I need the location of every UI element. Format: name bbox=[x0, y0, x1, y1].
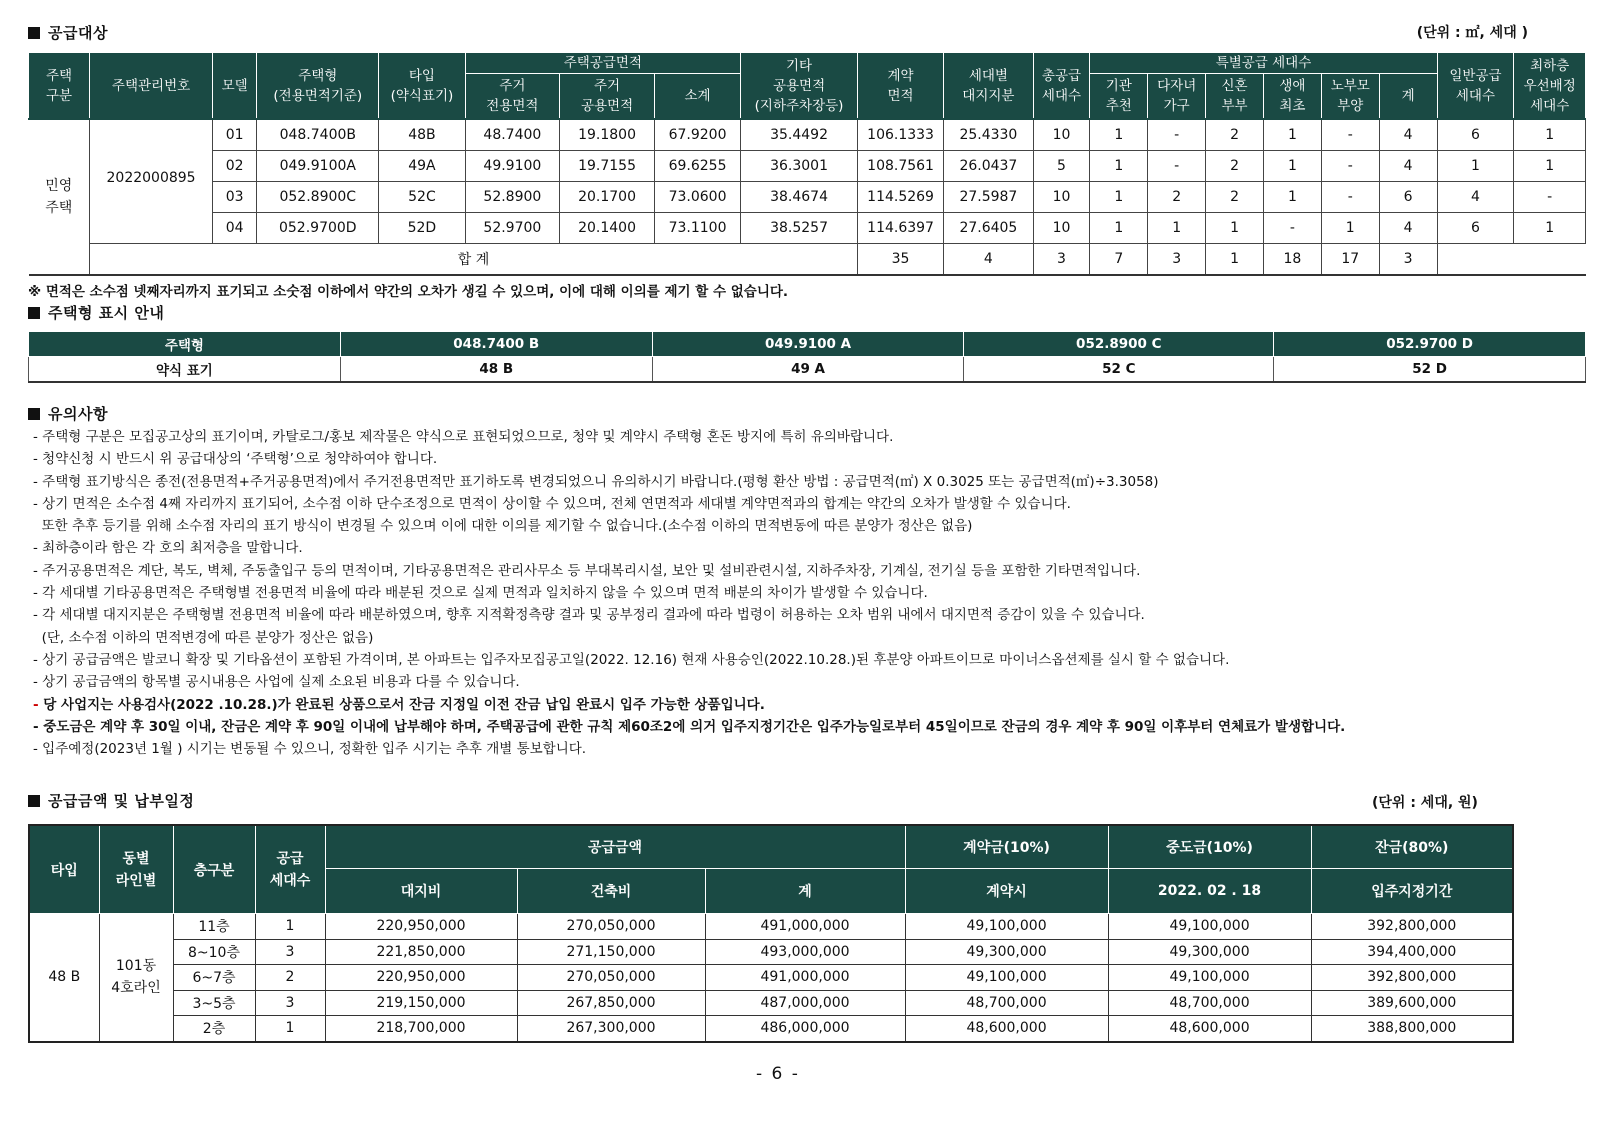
header-lowest-floor: 최하층 우선배정 세대수 bbox=[1514, 53, 1586, 120]
table-cell: 10 bbox=[1033, 182, 1090, 213]
header-price-sum: 계 bbox=[705, 869, 905, 914]
housing-category-cell: 민영 주택 bbox=[29, 119, 90, 275]
table-cell: 73.0600 bbox=[654, 182, 740, 213]
table-row bbox=[29, 213, 1586, 244]
mgmt-no-cell: 2022000895 bbox=[90, 119, 213, 244]
table-cell: 49,100,000 bbox=[905, 965, 1108, 991]
table-cell: - bbox=[1321, 151, 1379, 182]
table-cell: 36.3001 bbox=[741, 151, 858, 182]
table-cell: 1 bbox=[1263, 119, 1321, 151]
note-item: - 주택형 표기방식은 종전(전용면적+주거공용면적)에서 주거전용면적만 표기하도록 변경되었으니 유의하시기 바랍니다.(평형 환산 방법 : 공급면적(㎡) X 0.3025 또는 공급면적(㎡)÷3.3058) bbox=[33, 473, 1159, 490]
table-cell: 052.9700D bbox=[257, 213, 379, 244]
table-cell: 3 bbox=[255, 990, 325, 1016]
table-cell: 49,100,000 bbox=[1108, 914, 1311, 940]
note-item: - 상기 공급금액의 항목별 공시내용은 사업에 실제 소요된 비용과 다를 수 있습니다. bbox=[33, 674, 520, 691]
table-cell: 392,800,000 bbox=[1311, 914, 1513, 940]
section-title-text: 공급대상 bbox=[48, 24, 108, 42]
table-cell: 1 bbox=[255, 914, 325, 940]
section-title-text: 주택형 표시 안내 bbox=[48, 304, 165, 322]
table-cell: 11층 bbox=[173, 914, 255, 940]
table-cell: 1 bbox=[255, 1016, 325, 1042]
table-cell: 267,300,000 bbox=[517, 1016, 705, 1042]
note-item: - 주택형 구분은 모집공고상의 표기이며, 카탈로그/홍보 제작물은 약식으로 표현되었으므로, 청약 및 계약시 주택형 혼돈 방지에 특히 유의바랍니다. bbox=[33, 429, 894, 445]
guide-row-type bbox=[29, 332, 1586, 357]
type-cell: 48 B bbox=[29, 914, 99, 1042]
table-cell: 394,400,000 bbox=[1311, 939, 1513, 965]
table-cell: 2 bbox=[1206, 151, 1264, 182]
table-cell: 02 bbox=[213, 151, 257, 182]
unit-label: (단위 : ㎡, 세대 ) bbox=[1416, 25, 1528, 41]
note-item: - 당 사업지는 사용검사(2022 .10.28.)가 완료된 상품으로서 잔금 지정일 이전 잔금 납입 완료시 입주 가능한 상품입니다. bbox=[33, 696, 765, 713]
guide-cell: 052.8900 C bbox=[964, 332, 1274, 357]
table-row bbox=[29, 151, 1586, 182]
table-cell: 1 bbox=[1090, 213, 1148, 244]
section-price-schedule-title bbox=[28, 790, 194, 811]
table-cell: 1 bbox=[1263, 182, 1321, 213]
table-cell: - bbox=[1514, 182, 1586, 213]
note-item: - 입주예정(2023년 1월 ) 시기는 변동될 수 있으니, 정확한 입주 시기는 추후 개별 통보합니다. bbox=[33, 741, 587, 758]
header-institution: 기관 추천 bbox=[1090, 74, 1148, 120]
guide-label: 주택형 bbox=[29, 332, 341, 357]
table-cell: 49.9100 bbox=[465, 151, 560, 182]
header-type: 타입 (약식표기) bbox=[379, 53, 465, 120]
table-cell: 3 bbox=[255, 939, 325, 965]
total-cell: 7 bbox=[1090, 244, 1148, 276]
table-cell: 4 bbox=[1437, 182, 1514, 213]
header-total-supply: 총공급 세대수 bbox=[1033, 53, 1090, 120]
table-cell: 1 bbox=[1148, 213, 1206, 244]
table-cell: 69.6255 bbox=[654, 151, 740, 182]
table-cell: 221,850,000 bbox=[325, 939, 517, 965]
table-cell: 03 bbox=[213, 182, 257, 213]
section-title-text: 공급금액 및 납부일정 bbox=[48, 792, 195, 810]
area-footnote: ※ 면적은 소수점 넷째자리까지 표기되고 소숫점 이하에서 약간의 오차가 생길 수 있으며, 이에 대해 이의를 제기 할 수 없습니다. bbox=[28, 284, 789, 300]
section-supply-target-title bbox=[28, 22, 108, 43]
table-cell: 106.1333 bbox=[857, 119, 943, 151]
table-cell: 48,700,000 bbox=[905, 990, 1108, 1016]
square-bullet-icon bbox=[28, 795, 40, 807]
total-cell: 3 bbox=[1379, 244, 1437, 276]
table-cell: 486,000,000 bbox=[705, 1016, 905, 1042]
table-cell: 48,600,000 bbox=[905, 1016, 1108, 1042]
table-cell: 491,000,000 bbox=[705, 914, 905, 940]
table-cell: 114.5269 bbox=[857, 182, 943, 213]
table-cell: 220,950,000 bbox=[325, 914, 517, 940]
total-cell: 4 bbox=[944, 244, 1033, 276]
table-cell: 19.1800 bbox=[560, 119, 655, 151]
header-newlywed: 신혼 부부 bbox=[1206, 74, 1264, 120]
table-cell: 04 bbox=[213, 213, 257, 244]
table-cell: - bbox=[1321, 182, 1379, 213]
table-cell: 67.9200 bbox=[654, 119, 740, 151]
table-cell: 491,000,000 bbox=[705, 965, 905, 991]
table-cell: 6 bbox=[1437, 119, 1514, 151]
table-cell: 25.4330 bbox=[944, 119, 1033, 151]
table-cell: 49,300,000 bbox=[1108, 939, 1311, 965]
table-cell: 49,100,000 bbox=[1108, 965, 1311, 991]
table-cell: 48B bbox=[379, 119, 465, 151]
table-cell: 1 bbox=[1263, 151, 1321, 182]
table-cell: 1 bbox=[1090, 151, 1148, 182]
guide-label: 약식 표기 bbox=[29, 357, 341, 383]
table-cell: 5 bbox=[1033, 151, 1090, 182]
table-cell: - bbox=[1148, 151, 1206, 182]
header-elderly-parent: 노부모 부양 bbox=[1321, 74, 1379, 120]
table-cell: 01 bbox=[213, 119, 257, 151]
dong-line-cell: 101동 4호라인 bbox=[99, 914, 173, 1042]
header-housing-category: 주택 구분 bbox=[29, 53, 90, 120]
table-cell: 389,600,000 bbox=[1311, 990, 1513, 1016]
header-general-supply: 일반공급 세대수 bbox=[1437, 53, 1514, 120]
table-cell: 1 bbox=[1090, 182, 1148, 213]
total-cell: 3 bbox=[1033, 244, 1090, 276]
table-cell: 48,600,000 bbox=[1108, 1016, 1311, 1042]
table-cell: 3~5층 bbox=[173, 990, 255, 1016]
table-cell: 2 bbox=[1206, 119, 1264, 151]
header-exclusive-area: 주거 전용면적 bbox=[465, 74, 560, 120]
table-cell: - bbox=[1263, 213, 1321, 244]
table-cell: 27.5987 bbox=[944, 182, 1033, 213]
table-cell: 219,150,000 bbox=[325, 990, 517, 1016]
table-cell: 19.7155 bbox=[560, 151, 655, 182]
table-cell: 487,000,000 bbox=[705, 990, 905, 1016]
total-label: 합 계 bbox=[90, 244, 858, 276]
table-cell: 73.1100 bbox=[654, 213, 740, 244]
header-supply-price: 공급금액 bbox=[325, 825, 905, 869]
table-cell: 4 bbox=[1379, 213, 1437, 244]
square-bullet-icon bbox=[28, 27, 40, 39]
table-cell: 052.8900C bbox=[257, 182, 379, 213]
notes-list bbox=[33, 426, 1345, 760]
header-balance: 잔금(80%) bbox=[1311, 825, 1513, 869]
table-cell: 8~10층 bbox=[173, 939, 255, 965]
table-row bbox=[29, 182, 1586, 213]
table-cell: 267,850,000 bbox=[517, 990, 705, 1016]
table-cell: 49,300,000 bbox=[905, 939, 1108, 965]
table-cell: 392,800,000 bbox=[1311, 965, 1513, 991]
header-middle-date: 2022. 02 . 18 bbox=[1108, 869, 1311, 914]
red-dash-marker: - bbox=[33, 696, 39, 713]
table-cell: 48.7400 bbox=[465, 119, 560, 151]
table-cell: 048.7400B bbox=[257, 119, 379, 151]
header-dong-line: 동별 라인별 bbox=[99, 825, 173, 914]
guide-cell: 048.7400 B bbox=[340, 332, 652, 357]
total-cell: 17 bbox=[1321, 244, 1379, 276]
header-land-share: 세대별 대지지분 bbox=[944, 53, 1033, 120]
note-item: - 최하층이라 함은 각 호의 최저층을 말합니다. bbox=[33, 540, 303, 557]
housing-type-guide-table bbox=[28, 331, 1586, 383]
header-floor: 층구분 bbox=[173, 825, 255, 914]
table-cell: 1 bbox=[1090, 119, 1148, 151]
header-supply-area: 주택공급면적 bbox=[465, 53, 741, 74]
table-cell: 52D bbox=[379, 213, 465, 244]
header-housing-type: 주택형 (전용면적기준) bbox=[257, 53, 379, 120]
table-cell: 270,050,000 bbox=[517, 914, 705, 940]
table-cell: 1 bbox=[1206, 213, 1264, 244]
table-cell: 218,700,000 bbox=[325, 1016, 517, 1042]
total-cell: 3 bbox=[1148, 244, 1206, 276]
table-cell: 114.6397 bbox=[857, 213, 943, 244]
note-item: - 상기 면적은 소수점 4째 자리까지 표기되어, 소수점 이하 단수조정으로 면적이 상이할 수 있으며, 전체 연면적과 세대별 계약면적과의 합계는 약간의 오차가 발생할 수 있습니다. bbox=[33, 495, 1071, 512]
table-cell: 10 bbox=[1033, 119, 1090, 151]
unit-label: (단위 : 세대, 원) bbox=[1372, 795, 1478, 811]
table-cell: 20.1700 bbox=[560, 182, 655, 213]
table-cell: 35.4492 bbox=[741, 119, 858, 151]
table-cell: 1 bbox=[1321, 213, 1379, 244]
table-cell: 108.7561 bbox=[857, 151, 943, 182]
table-cell: 2 bbox=[1206, 182, 1264, 213]
note-item: - 중도금은 계약 후 30일 이내, 잔금은 계약 후 90일 이내에 납부해야 하며, 주택공급에 관한 규칙 제60조2에 의거 입주지정기간은 입주가능일로부터 45일이므로 잔금의 경우 계약 후 90일 이후부터 연체료가 발생합니다. bbox=[33, 718, 1346, 735]
header-balance-period: 입주지정기간 bbox=[1311, 869, 1513, 914]
header-building-cost: 건축비 bbox=[517, 869, 705, 914]
table-cell: 20.1400 bbox=[560, 213, 655, 244]
table-row bbox=[29, 119, 1586, 151]
section-title-text: 유의사항 bbox=[48, 405, 108, 423]
table-cell: 220,950,000 bbox=[325, 965, 517, 991]
header-common-area: 주거 공용면적 bbox=[560, 74, 655, 120]
page-number: - 6 - bbox=[756, 1064, 800, 1084]
table-cell: 38.5257 bbox=[741, 213, 858, 244]
header-first-time: 생애 최초 bbox=[1263, 74, 1321, 120]
guide-cell: 49 A bbox=[652, 357, 964, 383]
square-bullet-icon bbox=[28, 408, 40, 420]
guide-cell: 052.9700 D bbox=[1274, 332, 1586, 357]
table-cell: 388,800,000 bbox=[1311, 1016, 1513, 1042]
table-cell: 1 bbox=[1514, 119, 1586, 151]
section-housing-type-guide-title bbox=[28, 302, 164, 323]
table-cell: 1 bbox=[1514, 151, 1586, 182]
table-cell: 4 bbox=[1379, 151, 1437, 182]
table-cell: 2층 bbox=[173, 1016, 255, 1042]
table-row bbox=[29, 914, 1513, 940]
note-item: - 각 세대별 기타공용면적은 주택형별 전용면적 비율에 따라 배분된 것으로 실제 면적과 일치하지 않을 수 있으며 면적 배분의 차이가 발생할 수 있습니다. bbox=[33, 585, 928, 602]
table-cell: 049.9100A bbox=[257, 151, 379, 182]
supply-target-table bbox=[28, 52, 1586, 276]
guide-cell: 049.9100 A bbox=[652, 332, 964, 357]
guide-cell: 52 D bbox=[1274, 357, 1586, 383]
table-cell: - bbox=[1148, 119, 1206, 151]
table-cell: 6 bbox=[1437, 213, 1514, 244]
note-item: 또한 추후 등기를 위해 소수점 자리의 표기 방식이 변경될 수 있으며 이에 대한 이의를 제기할 수 없습니다.(소수점 이하의 면적변동에 따른 분양가 정산은 없음) bbox=[33, 518, 973, 535]
header-contract-area: 계약 면적 bbox=[857, 53, 943, 120]
guide-cell: 52 C bbox=[964, 357, 1274, 383]
total-cell: 1 bbox=[1206, 244, 1264, 276]
table-cell: 49,100,000 bbox=[905, 914, 1108, 940]
section-notes-title bbox=[28, 403, 108, 424]
note-item: - 상기 공급금액은 발코니 확장 및 기타옵션이 포함된 가격이며, 본 아파트는 입주자모집공고일(2022. 12.16) 현재 사용승인(2022.10.28.)된 후분양 아파트이므로 마이너스옵션제를 실시 할 수 없습니다. bbox=[33, 651, 1230, 668]
table-cell: 1 bbox=[1437, 151, 1514, 182]
table-row bbox=[29, 990, 1513, 1016]
total-row bbox=[29, 244, 1586, 276]
table-cell: 6 bbox=[1379, 182, 1437, 213]
table-cell: 48,700,000 bbox=[1108, 990, 1311, 1016]
header-deposit-timing: 계약시 bbox=[905, 869, 1108, 914]
table-cell: 52.8900 bbox=[465, 182, 560, 213]
table-cell: 493,000,000 bbox=[705, 939, 905, 965]
table-cell: 271,150,000 bbox=[517, 939, 705, 965]
table-cell: 52C bbox=[379, 182, 465, 213]
table-row bbox=[29, 1016, 1513, 1042]
total-cell: 35 bbox=[857, 244, 943, 276]
header-deposit: 계약금(10%) bbox=[905, 825, 1108, 869]
square-bullet-icon bbox=[28, 307, 40, 319]
header-type: 타입 bbox=[29, 825, 99, 914]
header-subtotal: 소계 bbox=[654, 74, 740, 120]
header-model: 모델 bbox=[213, 53, 257, 120]
guide-cell: 48 B bbox=[340, 357, 652, 383]
table-cell: 2 bbox=[1148, 182, 1206, 213]
table-cell: 38.4674 bbox=[741, 182, 858, 213]
header-land-cost: 대지비 bbox=[325, 869, 517, 914]
table-cell: 27.6405 bbox=[944, 213, 1033, 244]
table-cell: 49A bbox=[379, 151, 465, 182]
header-special-supply: 특별공급 세대수 bbox=[1090, 53, 1437, 74]
table-cell: 4 bbox=[1379, 119, 1437, 151]
table-cell: - bbox=[1321, 119, 1379, 151]
header-mgmt-no: 주택관리번호 bbox=[90, 53, 213, 120]
total-cell: 18 bbox=[1263, 244, 1321, 276]
note-item: (단, 소수점 이하의 면적변경에 따른 분양가 정산은 없음) bbox=[33, 629, 374, 646]
header-special-sum: 계 bbox=[1379, 74, 1437, 120]
guide-row-short bbox=[29, 357, 1586, 383]
table-cell: 1 bbox=[1514, 213, 1586, 244]
table-row bbox=[29, 939, 1513, 965]
table-cell: 26.0437 bbox=[944, 151, 1033, 182]
header-other-common-area: 기타 공용면적 (지하주차장등) bbox=[741, 53, 858, 120]
table-cell: 6~7층 bbox=[173, 965, 255, 991]
price-schedule-table bbox=[28, 824, 1514, 1043]
table-cell: 52.9700 bbox=[465, 213, 560, 244]
table-cell: 270,050,000 bbox=[517, 965, 705, 991]
note-item: - 각 세대별 대지지분은 주택형별 전용면적 비율에 따라 배분하였으며, 향후 지적확정측량 결과 및 공부정리 결과에 따라 법령이 허용하는 오차 범위 내에서 대지면적 증감이 있을 수 있습니다. bbox=[33, 607, 1145, 624]
table-cell: 10 bbox=[1033, 213, 1090, 244]
table-row bbox=[29, 965, 1513, 991]
header-multi-child: 다자녀 가구 bbox=[1148, 74, 1206, 120]
note-item: - 주거공용면적은 계단, 복도, 벽체, 주동출입구 등의 면적이며, 기타공용면적은 관리사무소 등 부대복리시설, 보안 및 설비관련시설, 지하주차장, 기계실, 전기실 등을 포함한 기타면적입니다. bbox=[33, 562, 1141, 579]
table-cell: 2 bbox=[255, 965, 325, 991]
note-item: - 청약신청 시 반드시 위 공급대상의 ‘주택형’으로 청약하여야 합니다. bbox=[33, 451, 438, 468]
header-middle-payment: 중도금(10%) bbox=[1108, 825, 1311, 869]
header-supply-units: 공급 세대수 bbox=[255, 825, 325, 914]
